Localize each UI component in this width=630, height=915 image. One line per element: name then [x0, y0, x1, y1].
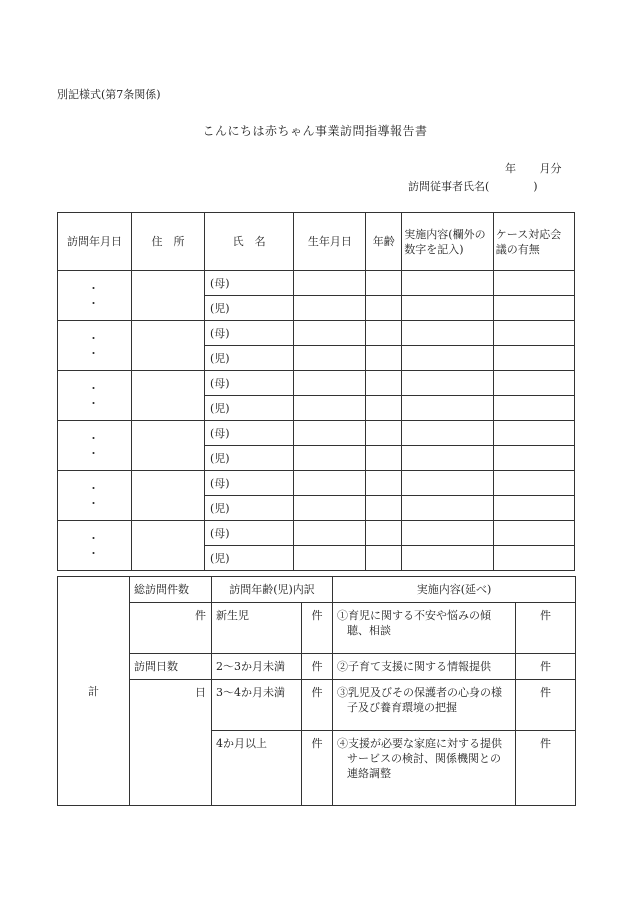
- visit-date-cell[interactable]: ・ ・: [58, 521, 132, 571]
- visit-date-cell[interactable]: ・ ・: [58, 371, 132, 421]
- birthdate-cell[interactable]: [294, 521, 366, 546]
- content-cell[interactable]: [402, 421, 493, 446]
- birthdate-cell[interactable]: [294, 321, 366, 346]
- address-cell[interactable]: [132, 321, 205, 371]
- mother-name-cell[interactable]: (母): [204, 521, 293, 546]
- child-name-cell[interactable]: (児): [204, 446, 293, 471]
- birthdate-cell[interactable]: [294, 371, 366, 396]
- content-cell[interactable]: [402, 396, 493, 421]
- total-visits-label: 総訪問件数: [130, 577, 212, 603]
- age-cell[interactable]: [366, 421, 402, 446]
- age-cell[interactable]: [366, 371, 402, 396]
- content-cell[interactable]: [402, 446, 493, 471]
- birthdate-cell[interactable]: [294, 421, 366, 446]
- mother-name-cell[interactable]: (母): [204, 471, 293, 496]
- col-birthdate: 生年月日: [294, 213, 366, 271]
- address-cell[interactable]: [132, 521, 205, 571]
- content-cell[interactable]: [402, 496, 493, 521]
- total-visits-unit: 件: [130, 603, 212, 654]
- case-meeting-cell[interactable]: [493, 546, 574, 571]
- age-cell[interactable]: [366, 271, 402, 296]
- case-meeting-cell[interactable]: [493, 396, 574, 421]
- visit-days-label: 訪問日数: [130, 654, 212, 680]
- address-cell[interactable]: [132, 471, 205, 521]
- content-item-2-unit: 件: [516, 654, 576, 680]
- address-cell[interactable]: [132, 421, 205, 471]
- age-3-4-months: 3〜4か月未満: [212, 680, 302, 731]
- case-meeting-cell[interactable]: [493, 371, 574, 396]
- content-cell[interactable]: [402, 296, 493, 321]
- content-cell[interactable]: [402, 371, 493, 396]
- case-meeting-cell[interactable]: [493, 471, 574, 496]
- visit-date-cell[interactable]: ・ ・: [58, 321, 132, 371]
- birthdate-cell[interactable]: [294, 271, 366, 296]
- mother-name-cell[interactable]: (母): [204, 271, 293, 296]
- birthdate-cell[interactable]: [294, 396, 366, 421]
- table-row: [58, 321, 575, 346]
- age-cell[interactable]: [366, 446, 402, 471]
- age-newborn: 新生児: [212, 603, 302, 654]
- table-row: [58, 421, 575, 446]
- content-cell[interactable]: [402, 471, 493, 496]
- visit-date-cell[interactable]: ・ ・: [58, 471, 132, 521]
- age-cell[interactable]: [366, 471, 402, 496]
- content-item-3: ③乳児及びその保護者の心身の様子及び養育環境の把握: [333, 680, 516, 731]
- case-meeting-cell[interactable]: [493, 271, 574, 296]
- col-address: 住 所: [132, 213, 205, 271]
- address-cell[interactable]: [132, 371, 205, 421]
- child-name-cell[interactable]: (児): [204, 396, 293, 421]
- table-row: [58, 371, 575, 396]
- age-cell[interactable]: [366, 321, 402, 346]
- birthdate-cell[interactable]: [294, 471, 366, 496]
- child-name-cell[interactable]: (児): [204, 296, 293, 321]
- year-month-field: 年 月分: [505, 162, 562, 175]
- content-item-2: ②子育て支援に関する情報提供: [333, 654, 516, 680]
- content-cell[interactable]: [402, 546, 493, 571]
- visit-days-unit: 日: [130, 680, 212, 806]
- visit-date-cell[interactable]: ・ ・: [58, 421, 132, 471]
- content-item-1-unit: 件: [516, 603, 576, 654]
- content-item-1: ①育児に関する不安や悩みの傾聴、相談: [333, 603, 516, 654]
- content-item-4: ④支援が必要な家庭に対する提供サービスの検討、関係機関との連絡調整: [333, 731, 516, 806]
- age-breakdown-label: 訪問年齢(児)内訳: [212, 577, 333, 603]
- child-name-cell[interactable]: (児): [204, 346, 293, 371]
- birthdate-cell[interactable]: [294, 446, 366, 471]
- visit-record-table: [57, 212, 575, 571]
- case-meeting-cell[interactable]: [493, 321, 574, 346]
- col-age: 年齢: [366, 213, 402, 271]
- document-title: こんにちは赤ちゃん事業訪問指導報告書: [202, 124, 428, 138]
- case-meeting-cell[interactable]: [493, 346, 574, 371]
- child-name-cell[interactable]: (児): [204, 496, 293, 521]
- form-label: 別記様式(第7条関係): [57, 88, 161, 101]
- age-newborn-unit: 件: [302, 603, 333, 654]
- mother-name-cell[interactable]: (母): [204, 421, 293, 446]
- case-meeting-cell[interactable]: [493, 296, 574, 321]
- col-case-meeting: ケース対応会議の有無: [493, 213, 574, 271]
- case-meeting-cell[interactable]: [493, 421, 574, 446]
- table-header-row: [58, 213, 575, 271]
- age-3-4-months-unit: 件: [302, 680, 333, 731]
- case-meeting-cell[interactable]: [493, 446, 574, 471]
- table-row: [58, 471, 575, 496]
- address-cell[interactable]: [132, 271, 205, 321]
- total-label: 計: [58, 577, 130, 806]
- age-2-3-months-unit: 件: [302, 654, 333, 680]
- child-name-cell[interactable]: (児): [204, 546, 293, 571]
- table-row: [58, 521, 575, 546]
- content-item-3-unit: 件: [516, 680, 576, 731]
- age-cell[interactable]: [366, 521, 402, 546]
- birthdate-cell[interactable]: [294, 496, 366, 521]
- age-4-months-plus: 4か月以上: [212, 731, 302, 806]
- case-meeting-cell[interactable]: [493, 521, 574, 546]
- content-item-4-unit: 件: [516, 731, 576, 806]
- content-cell[interactable]: [402, 346, 493, 371]
- content-cell[interactable]: [402, 521, 493, 546]
- mother-name-cell[interactable]: (母): [204, 321, 293, 346]
- birthdate-cell[interactable]: [294, 346, 366, 371]
- mother-name-cell[interactable]: (母): [204, 371, 293, 396]
- age-4-months-plus-unit: 件: [302, 731, 333, 806]
- content-cell[interactable]: [402, 321, 493, 346]
- case-meeting-cell[interactable]: [493, 496, 574, 521]
- col-name: 氏 名: [204, 213, 293, 271]
- birthdate-cell[interactable]: [294, 296, 366, 321]
- summary-table: [57, 576, 576, 806]
- age-cell[interactable]: [366, 346, 402, 371]
- visit-date-cell[interactable]: ・ ・: [58, 271, 132, 321]
- birthdate-cell[interactable]: [294, 546, 366, 571]
- age-cell[interactable]: [366, 396, 402, 421]
- col-content: 実施内容(欄外の数字を記入): [402, 213, 493, 271]
- age-2-3-months: 2〜3か月未満: [212, 654, 302, 680]
- col-visit-date: 訪問年月日: [58, 213, 132, 271]
- age-cell[interactable]: [366, 496, 402, 521]
- content-cell[interactable]: [402, 271, 493, 296]
- visitor-name-field: 訪問従事者氏名( ): [408, 180, 538, 193]
- age-cell[interactable]: [366, 546, 402, 571]
- content-label: 実施内容(延べ): [333, 577, 576, 603]
- table-row: [58, 271, 575, 296]
- age-cell[interactable]: [366, 296, 402, 321]
